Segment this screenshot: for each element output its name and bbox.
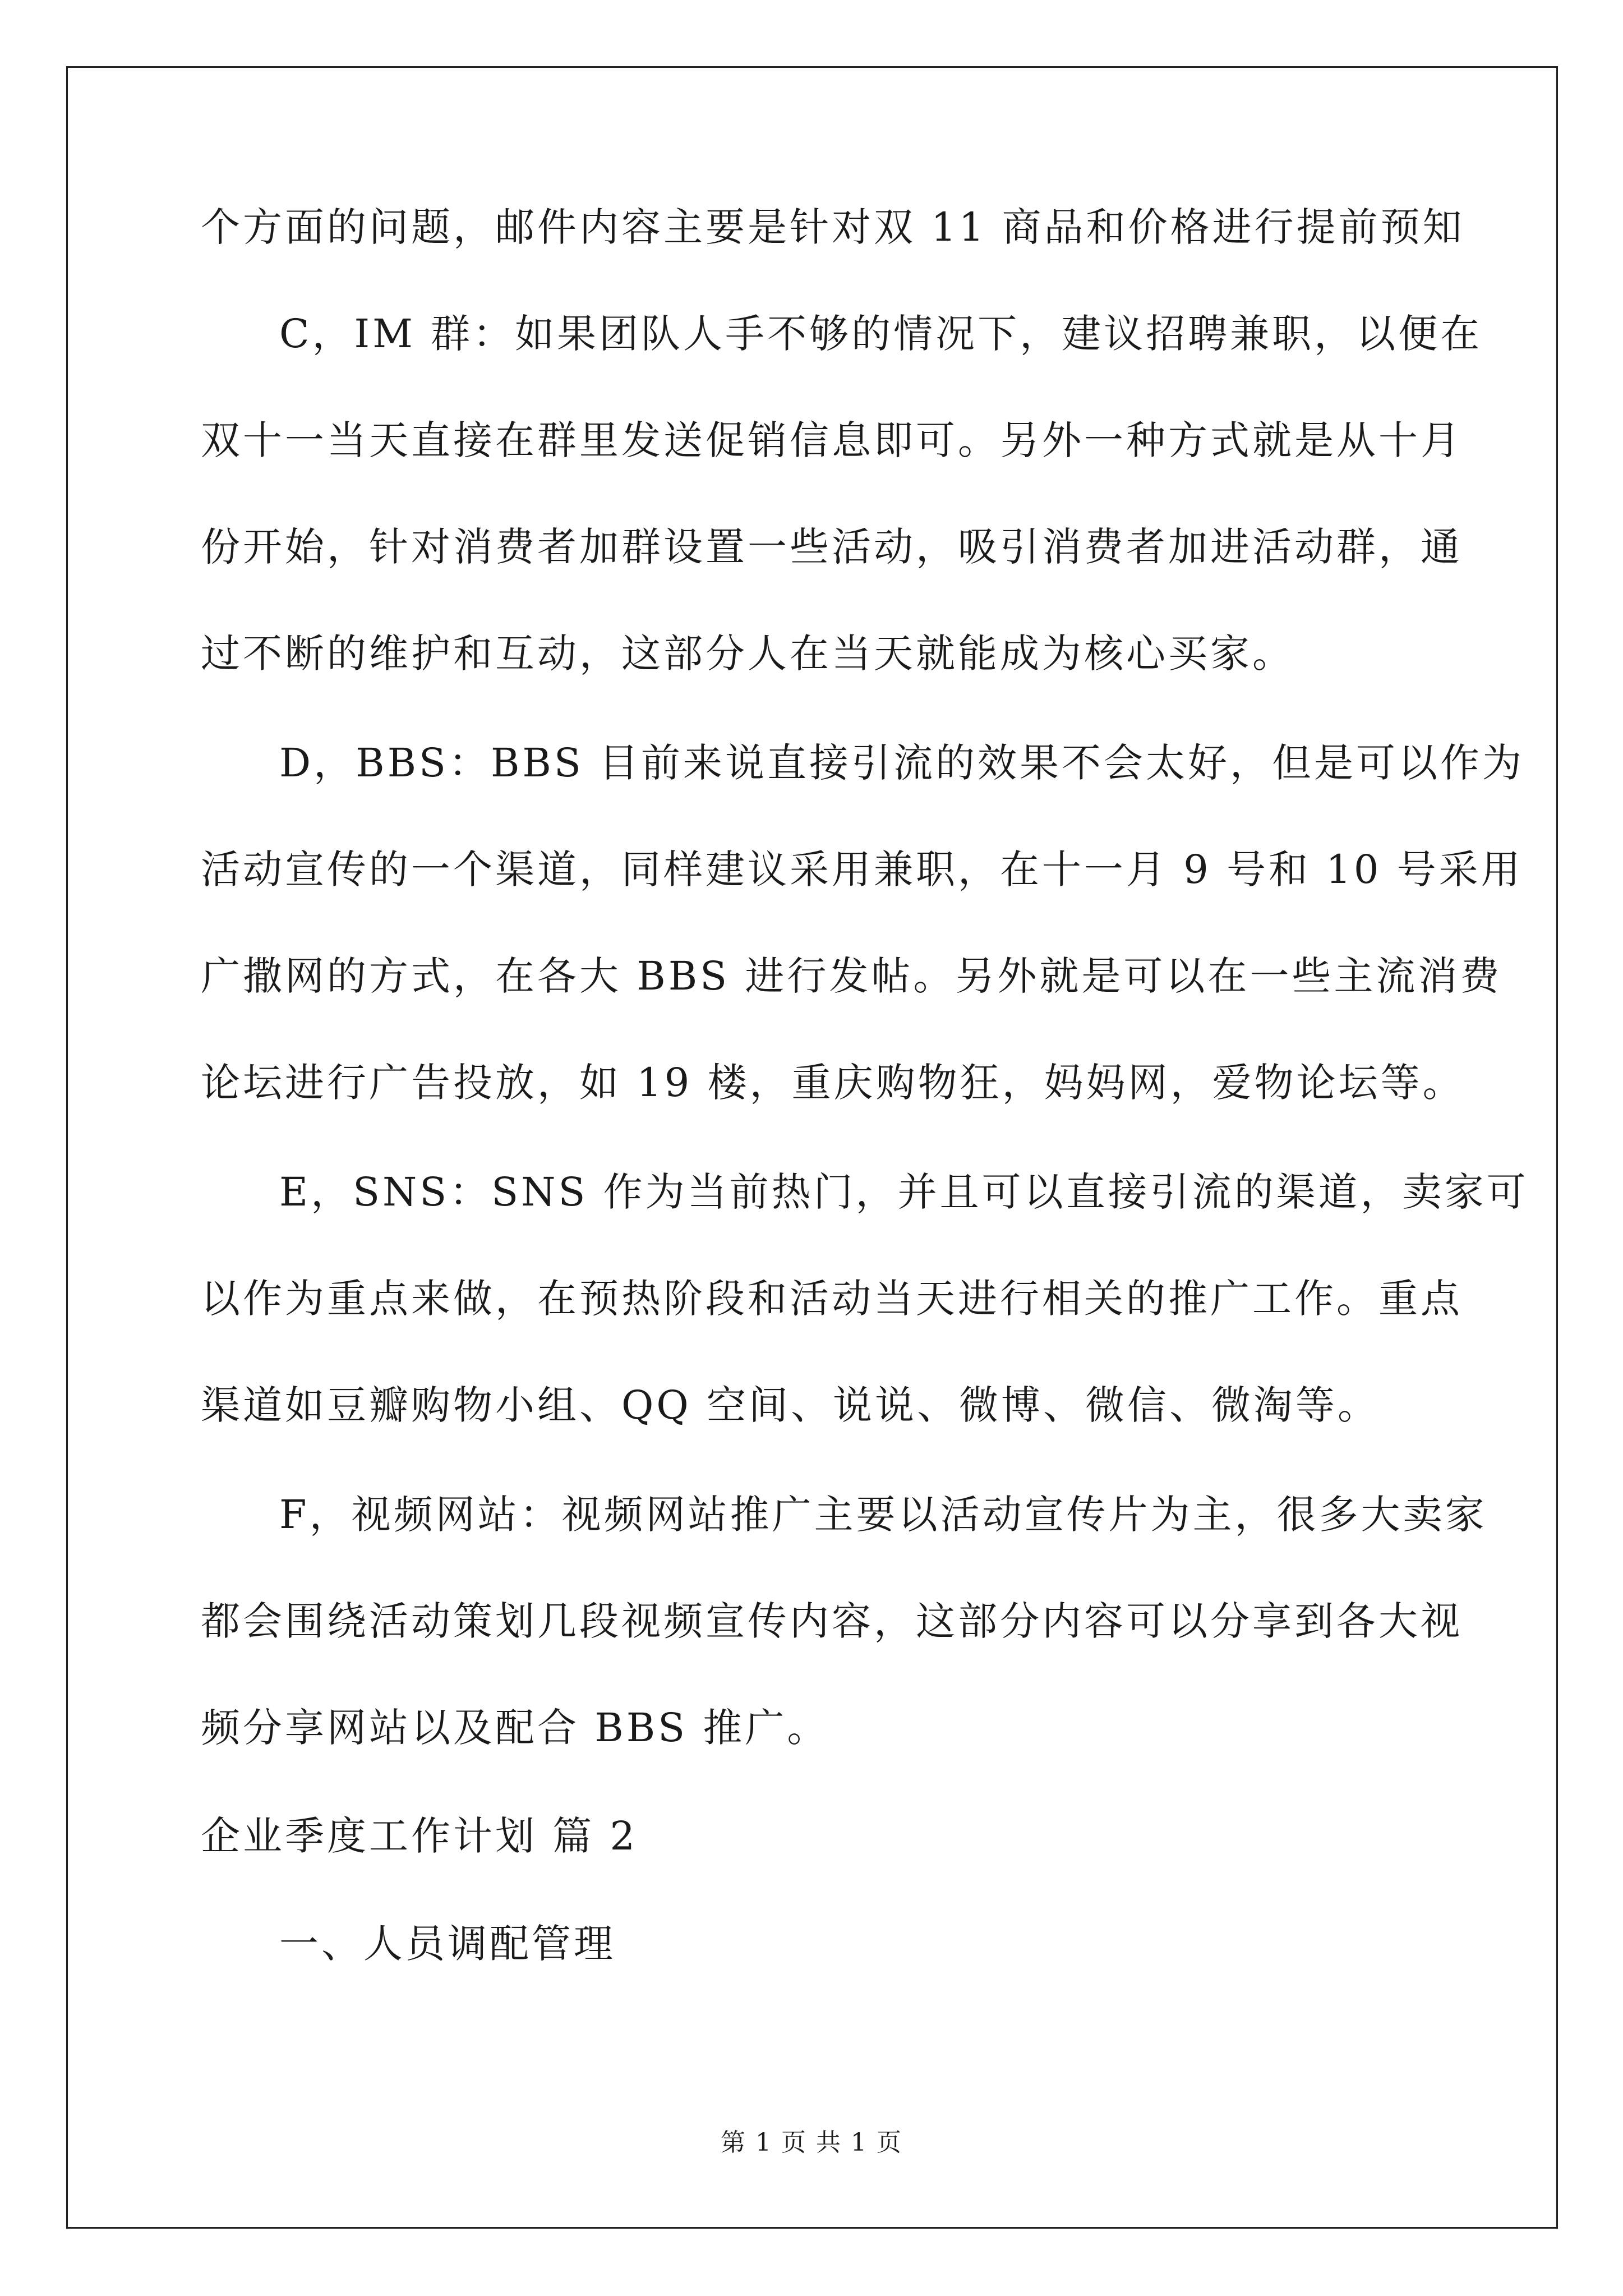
paragraph-line: 都会围绕活动策划几段视频宣传内容，这部分内容可以分享到各大视 [201, 1598, 1463, 1644]
page-footer: 第 1 页 共 1 页 [721, 2128, 902, 2157]
paragraph-line: 双十一当天直接在群里发送促销信息即可。另外一种方式就是从十月 [201, 417, 1463, 463]
paragraph-line: 过不断的维护和互动，这部分人在当天就能成为核心买家。 [201, 631, 1294, 677]
paragraph-line: E，SNS：SNS 作为当前热门，并且可以直接引流的渠道，卖家可 [279, 1169, 1529, 1215]
paragraph-line: 渠道如豆瓣购物小组、QQ 空间、说说、微博、微信、微淘等。 [201, 1382, 1380, 1428]
paragraph-line: C，IM 群：如果团队人手不够的情况下，建议招聘兼职，以便在 [279, 311, 1483, 357]
paragraph-line: D，BBS：BBS 目前来说直接引流的效果不会太好，但是可以作为 [279, 740, 1525, 786]
paragraph-line: 论坛进行广告投放，如 19 楼，重庆购物狂，妈妈网，爱物论坛等。 [201, 1060, 1465, 1106]
subsection-heading: 一、人员调配管理 [279, 1921, 616, 1967]
paragraph-line: F，视频网站：视频网站推广主要以活动宣传片为主，很多大卖家 [279, 1492, 1487, 1538]
section-heading: 企业季度工作计划 篇 2 [201, 1813, 638, 1859]
paragraph-line: 份开始，针对消费者加群设置一些活动，吸引消费者加进活动群，通 [201, 524, 1463, 570]
paragraph-line: 频分享网站以及配合 BBS 推广。 [201, 1705, 829, 1751]
paragraph-line: 个方面的问题，邮件内容主要是针对双 11 商品和价格进行提前预知 [201, 204, 1465, 250]
paragraph-line: 活动宣传的一个渠道，同样建议采用兼职，在十一月 9 号和 10 号采用 [201, 846, 1523, 892]
page-border [66, 66, 1558, 2229]
paragraph-line: 广撒网的方式，在各大 BBS 进行发帖。另外就是可以在一些主流消费 [201, 953, 1502, 999]
paragraph-line: 以作为重点来做，在预热阶段和活动当天进行相关的推广工作。重点 [201, 1276, 1463, 1322]
